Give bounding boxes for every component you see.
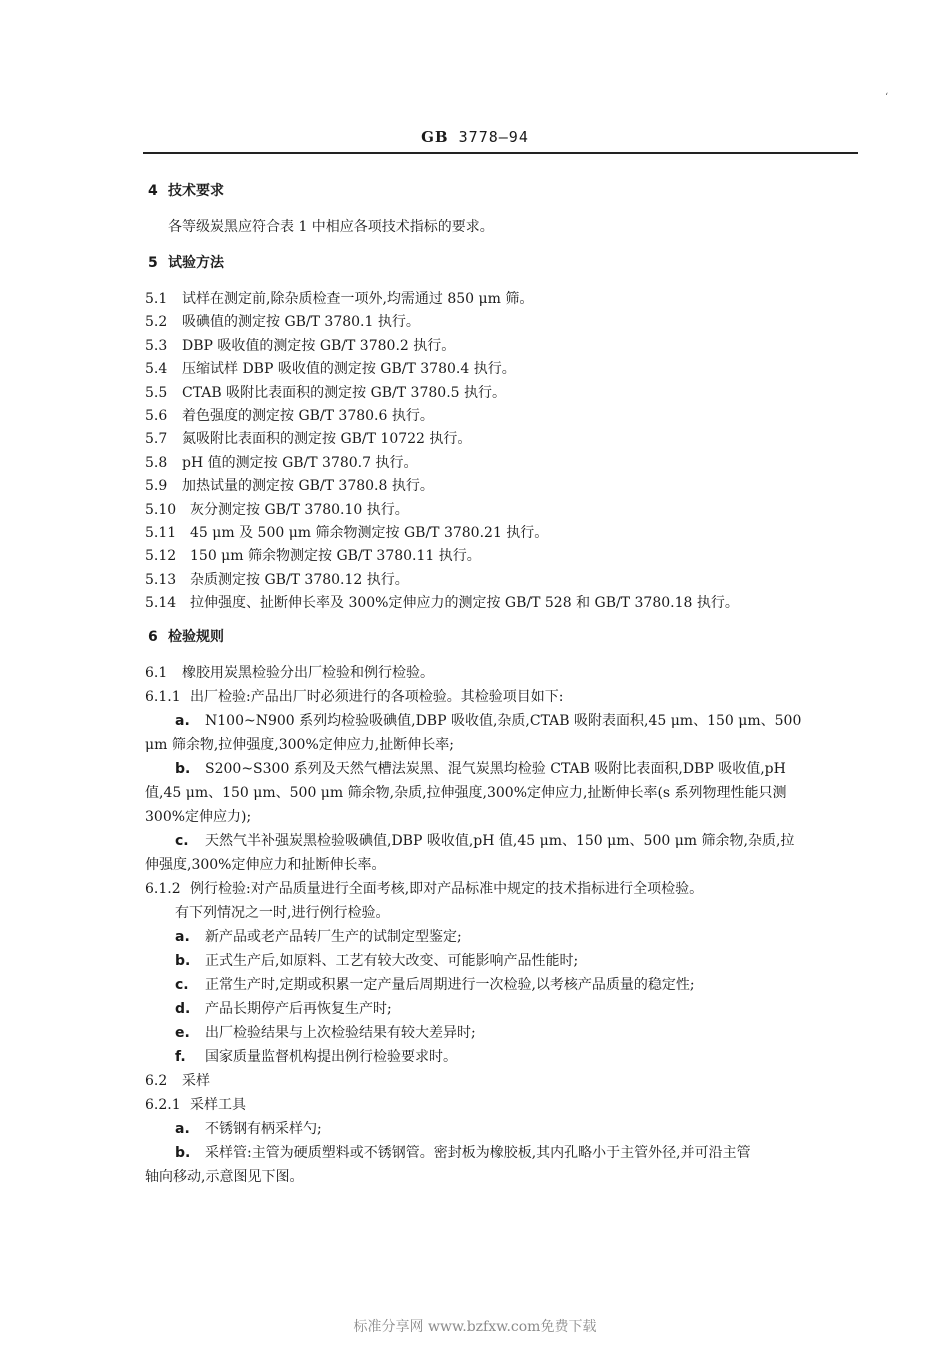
- section-5-item: [145, 360, 516, 378]
- clause-number: 5.4: [145, 361, 168, 378]
- clause-6-2-1-b: [175, 1144, 751, 1162]
- section-6-heading: [148, 628, 224, 646]
- page-header: [0, 128, 950, 146]
- list-text: N100~N900 系列均检验吸碘值,DBP 吸收值,杂质,CTAB 吸附表面积,45 μm、150 μm、500: [205, 713, 802, 729]
- section-title: 技术要求: [168, 183, 224, 199]
- clause-text: 杂质测定按 GB/T 3780.12 执行。: [190, 571, 409, 588]
- clause-6-1-1-c-cont: 伸强度,300%定伸应力和扯断伸长率。: [145, 857, 386, 873]
- clause-6-1-2-item: [175, 952, 578, 970]
- section-5-heading: [148, 254, 224, 272]
- clause-text: 灰分测定按 GB/T 3780.10 执行。: [190, 501, 409, 518]
- clause-text: 着色强度的测定按 GB/T 3780.6 执行。: [182, 408, 434, 424]
- list-text: 正式生产后,如原料、工艺有较大改变、可能影响产品性能时;: [205, 953, 579, 969]
- section-title: 检验规则: [168, 629, 224, 645]
- list-text: 天然气半补强炭黑检验吸碘值,DBP 吸收值,pH 值,45 μm、150 μm、500 μm 筛余物,杂质,拉: [205, 833, 795, 849]
- clause-6-2-1: [145, 1096, 246, 1114]
- clause-number: 5.8: [145, 454, 168, 471]
- clause-text: 压缩试样 DBP 吸收值的测定按 GB/T 3780.4 执行。: [182, 361, 516, 378]
- list-text: S200~S300 系列及天然气槽法炭黑、混气炭黑均检验 CTAB 吸附比表面积,DBP 吸收值,pH: [205, 761, 786, 777]
- clause-6-1-2-item: [175, 1000, 392, 1018]
- clause-number: 6.1.1: [145, 689, 181, 705]
- clause-6-1-2-cont: 有下列情况之一时,进行例行检验。: [175, 905, 390, 921]
- clause-6-1-1: [145, 688, 563, 706]
- section-number: 4: [148, 183, 158, 199]
- list-text: 采样管:主管为硬质塑料或不锈钢管。密封板为橡胶板,其内孔略小于主管外径,并可沿主管: [205, 1145, 751, 1161]
- clause-number: 5.7: [145, 431, 168, 448]
- clause-6-1-2-item: [175, 1024, 476, 1042]
- clause-text: pH 值的测定按 GB/T 3780.7 执行。: [182, 454, 418, 471]
- list-letter: a.: [175, 929, 190, 945]
- clause-text: 例行检验:对产品质量进行全面考核,即对产品标准中规定的技术指标进行全项检验。: [190, 881, 704, 897]
- header-std: GB: [421, 128, 449, 146]
- clause-text: 45 μm 及 500 μm 筛余物测定按 GB/T 3780.21 执行。: [190, 525, 549, 541]
- clause-6-1-1-b-cont2: 300%定伸应力);: [145, 809, 252, 825]
- clause-text: 试样在测定前,除杂质检查一项外,均需通过 850 μm 筛。: [182, 291, 534, 307]
- clause-6-1-2-item: [175, 928, 462, 946]
- list-letter: f.: [175, 1049, 186, 1065]
- clause-text: 采样: [182, 1073, 210, 1089]
- clause-number: 5.2: [145, 314, 168, 331]
- list-letter: c.: [175, 977, 189, 993]
- clause-number: 5.5: [145, 384, 168, 401]
- list-letter: b.: [175, 761, 191, 777]
- list-letter: b.: [175, 1145, 191, 1161]
- clause-number: 5.13: [145, 571, 177, 588]
- section-5-item: [145, 501, 409, 519]
- clause-number: 6.2: [145, 1073, 168, 1089]
- clause-number: 5.6: [145, 408, 168, 424]
- section-5-item: [145, 524, 548, 542]
- clause-6-2-1-b-cont: 轴向移动,示意图见下图。: [145, 1169, 304, 1185]
- section-5-item: [145, 547, 481, 565]
- section-5-item: [145, 454, 417, 472]
- clause-number: 5.12: [145, 548, 177, 565]
- list-text: 产品长期停产后再恢复生产时;: [205, 1001, 392, 1017]
- list-letter: a.: [175, 713, 190, 729]
- clause-text: 150 μm 筛余物测定按 GB/T 3780.11 执行。: [190, 548, 481, 565]
- clause-text: CTAB 吸附比表面积的测定按 GB/T 3780.5 执行。: [182, 384, 506, 401]
- list-letter: d.: [175, 1001, 191, 1017]
- section-5-item: [145, 384, 506, 402]
- clause-6-1-2-item: [175, 976, 695, 994]
- list-letter: b.: [175, 953, 191, 969]
- clause-text: 出厂检验:产品出厂时必须进行的各项检验。其检验项目如下:: [190, 689, 564, 705]
- section-5-item: [145, 430, 471, 448]
- footer-watermark: 标准分享网 www.bzfxw.com免费下载: [353, 1319, 597, 1335]
- section-title: 试验方法: [168, 255, 224, 271]
- header-code: 3778—94: [458, 128, 529, 146]
- clause-6-1-1-b-cont: 值,45 μm、150 μm、500 μm 筛余物,杂质,拉伸强度,300%定伸应力,扯断伸长率(s 系列物理性能只测: [145, 785, 787, 801]
- list-text: 不锈钢有柄采样勺;: [205, 1121, 322, 1137]
- section-5-item: [145, 594, 739, 612]
- clause-number: 5.14: [145, 595, 177, 612]
- section-5-item: [145, 313, 420, 331]
- clause-number: 5.1: [145, 291, 168, 307]
- clause-number: 5.9: [145, 478, 168, 495]
- section-5-item: [145, 407, 434, 425]
- clause-text: 拉伸强度、扯断伸长率及 300%定伸应力的测定按 GB/T 528 和 GB/T 3780.18 执行。: [190, 595, 739, 612]
- clause-text: 橡胶用炭黑检验分出厂检验和例行检验。: [182, 665, 434, 681]
- section-number: 5: [148, 255, 158, 271]
- clause-6-1-1-a: [175, 712, 830, 730]
- clause-6-1-2-item: [175, 1048, 457, 1066]
- clause-text: 加热试量的测定按 GB/T 3780.8 执行。: [182, 478, 434, 495]
- header-rule: [143, 152, 858, 154]
- clause-6-1-2: [145, 880, 703, 898]
- list-letter: e.: [175, 1025, 190, 1041]
- section-4-body: 各等级炭黑应符合表 1 中相应各项技术指标的要求。: [168, 219, 494, 235]
- clause-number: 5.3: [145, 337, 168, 354]
- list-text: 正常生产时,定期或积累一定产量后周期进行一次检验,以考核产品质量的稳定性;: [205, 977, 695, 993]
- clause-text: DBP 吸收值的测定按 GB/T 3780.2 执行。: [182, 337, 456, 354]
- clause-text: 吸碘值的测定按 GB/T 3780.1 执行。: [182, 314, 420, 331]
- clause-text: 氮吸附比表面积的测定按 GB/T 10722 执行。: [182, 431, 472, 448]
- section-5-item: [145, 571, 409, 589]
- clause-6-1-1-b: [175, 760, 786, 778]
- clause-number: 5.10: [145, 501, 177, 518]
- list-text: 国家质量监督机构提出例行检验要求时。: [205, 1049, 457, 1065]
- clause-6-2: [145, 1072, 210, 1090]
- clause-6-1: [145, 664, 434, 682]
- clause-number: 6.1: [145, 665, 168, 681]
- clause-text: 采样工具: [190, 1097, 246, 1113]
- section-5-item: [145, 337, 455, 355]
- section-4-heading: [148, 182, 224, 200]
- list-text: 出厂检验结果与上次检验结果有较大差异时;: [205, 1025, 476, 1041]
- list-text: 新产品或老产品转厂生产的试制定型鉴定;: [205, 929, 462, 945]
- clause-6-1-1-c: [175, 832, 794, 850]
- section-5-item: [145, 290, 533, 308]
- clause-number: 6.2.1: [145, 1097, 181, 1113]
- list-letter: c.: [175, 833, 189, 849]
- corner-mark: ‘: [885, 92, 889, 103]
- clause-6-1-1-a-cont: μm 筛余物,拉伸强度,300%定伸应力,扯断伸长率;: [145, 737, 454, 753]
- clause-number: 6.1.2: [145, 881, 181, 897]
- clause-number: 5.11: [145, 525, 177, 541]
- section-number: 6: [148, 629, 158, 645]
- section-5-item: [145, 477, 434, 495]
- clause-6-2-1-a: [175, 1120, 322, 1138]
- list-letter: a.: [175, 1121, 190, 1137]
